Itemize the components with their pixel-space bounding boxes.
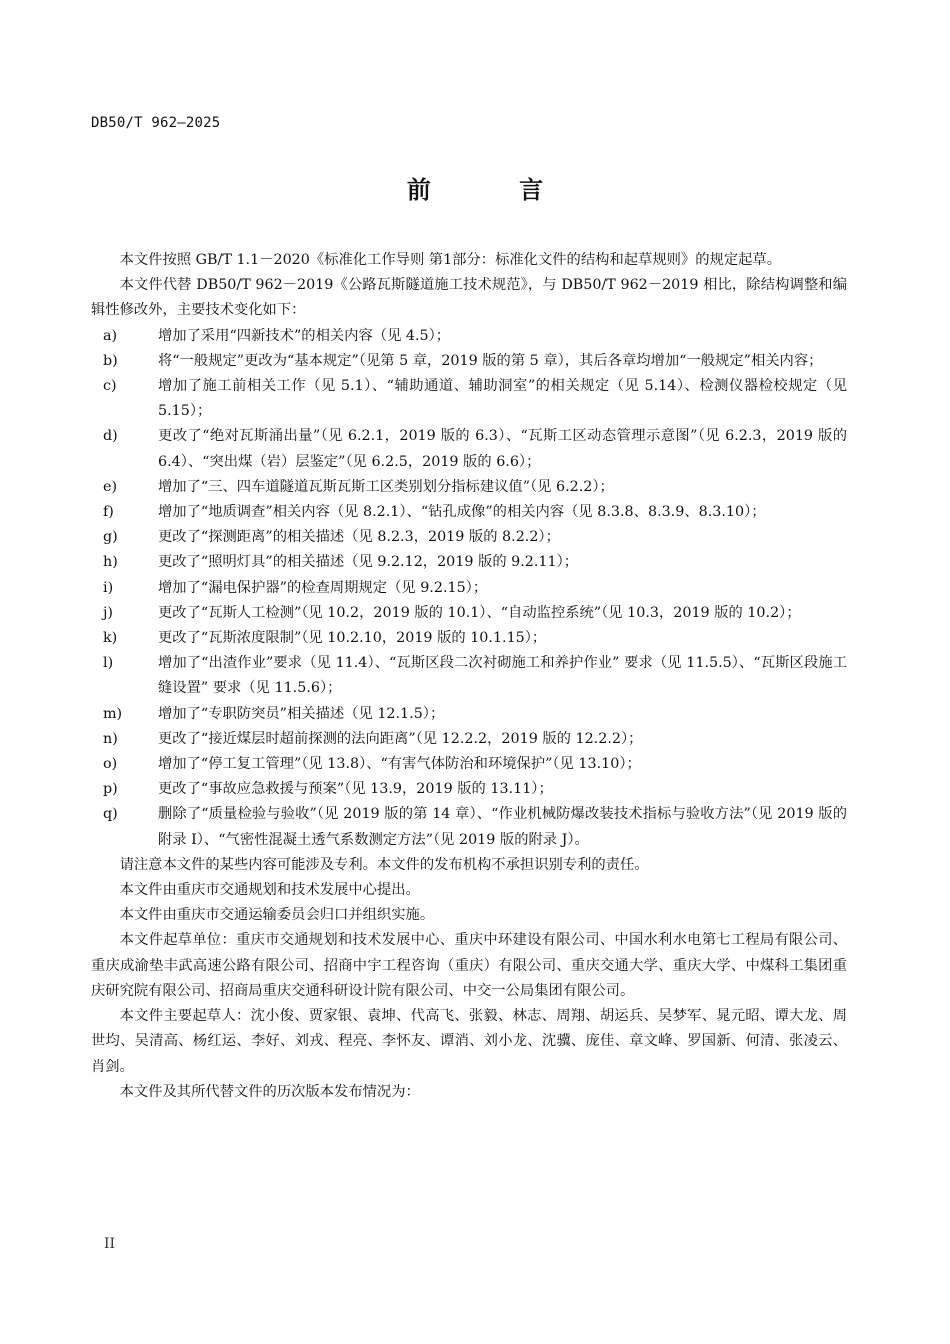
list-item-text: 增加了“三、四车道隧道瓦斯瓦斯工区类别划分指标建议值”（见 6.2.2）； [158,478,614,495]
foreword-body [91,248,847,1105]
list-item [91,349,847,374]
list-item-label: i) [103,579,114,596]
list-item [91,550,847,575]
list-item [91,475,847,500]
paragraph: 本文件由重庆市交通运输委员会归口并组织实施。 [119,907,435,924]
list-item-label: q) [103,806,118,823]
list-item-label: l) [103,655,114,672]
list-item-text: 增加了“漏电保护器”的检查周期规定（见 9.2.15）； [158,579,488,596]
list-item-label: a) [103,327,118,344]
paragraph: 本文件按照 GB/T 1.1－2020《标准化工作导则 第1部分：标准化文件的结构和起草规则》的规定起草。 [119,252,782,268]
paragraph: 本文件由重庆市交通规划和技术发展中心提出。 [119,882,420,899]
list-item-label: e) [103,478,118,495]
list-item-label: h) [103,554,118,571]
paragraph: 本文件及其所代替文件的历次版本发布情况为： [119,1083,420,1100]
list-item-label: m) [103,705,123,722]
list-item-text: 增加了“专职防突员”相关描述（见 12.1.5）； [158,705,445,722]
list-item [91,324,847,349]
list-item-label: p) [103,781,118,798]
list-item-text: 更改了“绝对瓦斯涌出量”（见 6.2.1，2019 版的 6.3）、“瓦斯工区动态管理示意图”（见 6.2.3，2019 版的 6.4）、“突出煤（岩）层鉴定”（见 6.2.5，2019 版的 6.6）； [158,428,847,470]
paragraph: 请注意本文件的某些内容可能涉及专利。本文件的发布机构不承担识别专利的责任。 [119,856,649,873]
list-item [91,525,847,550]
list-item-text: 增加了采用“四新技术”的相关内容（见 4.5）； [158,327,451,344]
list-item [91,626,847,651]
list-item [91,777,847,802]
list-item-label: g) [103,529,118,546]
list-item [91,802,847,852]
list-item [91,727,847,752]
page-title: 前 言 [406,176,584,204]
list-item [91,576,847,601]
list-item-label: o) [103,756,118,773]
list-item [91,752,847,777]
page-number: II [104,1236,116,1252]
list-item-text: 更改了“照明灯具”的相关描述（见 9.2.12，2019 版的 9.2.11）； [158,554,579,571]
list-item-label: n) [103,730,118,747]
list-item-text: 更改了“探测距离”的相关描述（见 8.2.3，2019 版的 8.2.2）； [158,529,560,546]
list-item [91,651,847,701]
list-item-label: k) [103,630,118,647]
list-item-label: c) [103,378,117,395]
list-item-text: 将“一般规定”更改为“基本规定”（见第 5 章，2019 版的第 5 章），其后各章均增加“一般规定”相关内容； [158,352,823,369]
list-item-text: 增加了“地质调查”相关内容（见 8.2.1）、“钻孔成像”的相关内容（见 8.3.8、8.3.9、8.3.10）； [158,504,766,521]
list-item-text: 更改了“事故应急救援与预案”（见 13.9，2019 版的 13.11）； [158,781,553,798]
list-item-text: 删除了“质量检验与验收”（见 2019 版的第 14 章）、“作业机械防爆改装技术指标与验收方法”（见 2019 版的附录 I）、“气密性混凝土透气系数测定方法”（见 2019 版的附录 J）。 [158,806,847,848]
list-item [91,500,847,525]
changes-list [91,324,847,853]
list-item [91,601,847,626]
list-item-text: 增加了“停工复工管理”（见 13.8）、“有害气体防治和环境保护”（见 13.10）； [158,756,641,773]
paragraph: 本文件起草单位：重庆市交通规划和技术发展中心、重庆中环建设有限公司、中国水利水电第七工程局有限公司、重庆成渝垫丰武高速公路有限公司、招商中宇工程咨询（重庆）有限公司、重庆交通大学、重庆大学、中煤科工集团重庆研究院有限公司、招商局重庆交通科研设计院有限公司、中交一公局集团有限公司。 [91,932,847,999]
list-item [91,424,847,474]
list-item-label: f) [103,504,114,521]
document-code: DB50/T 962—2025 [91,115,221,131]
list-item-text: 更改了“瓦斯人工检测”（见 10.2，2019 版的 10.1）、“自动监控系统”（见 10.3，2019 版的 10.2）； [158,604,801,621]
list-item-text: 更改了“接近煤层时超前探测的法向距离”（见 12.2.2，2019 版的 12.2.2）； [158,730,643,747]
list-item-text: 增加了“出渣作业”要求（见 11.4）、“瓦斯区段二次衬砌施工和养护作业” 要求（见 11.5.5）、“瓦斯区段施工缝设置” 要求（见 11.5.6）； [158,655,847,697]
list-item-text: 更改了“瓦斯浓度限制”（见 10.2.10，2019 版的 10.1.15）； [158,630,547,647]
paragraph: 本文件代替 DB50/T 962－2019《公路瓦斯隧道施工技术规范》，与 DB50/T 962－2019 相比，除结构调整和编辑性修改外，主要技术变化如下： [91,277,847,319]
list-item [91,702,847,727]
list-item-label: d) [103,428,118,445]
list-item [91,374,847,424]
paragraph: 本文件主要起草人：沈小俊、贾家银、袁坤、代高飞、张毅、林志、周翔、胡运兵、吴梦军、晁元昭、谭大龙、周世均、吴清高、杨红运、李好、刘戎、程亮、李怀友、谭消、刘小龙、沈骥、庞佳、章文峰、罗国新、何清、张凌云、肖剑。 [91,1008,847,1075]
list-item-label: j) [103,604,114,621]
list-item-text: 增加了施工前相关工作（见 5.1）、“辅助通道、辅助洞室”的相关规定（见 5.14）、检测仪器检校规定（见 5.15）； [158,378,847,420]
list-item-label: b) [103,352,118,369]
